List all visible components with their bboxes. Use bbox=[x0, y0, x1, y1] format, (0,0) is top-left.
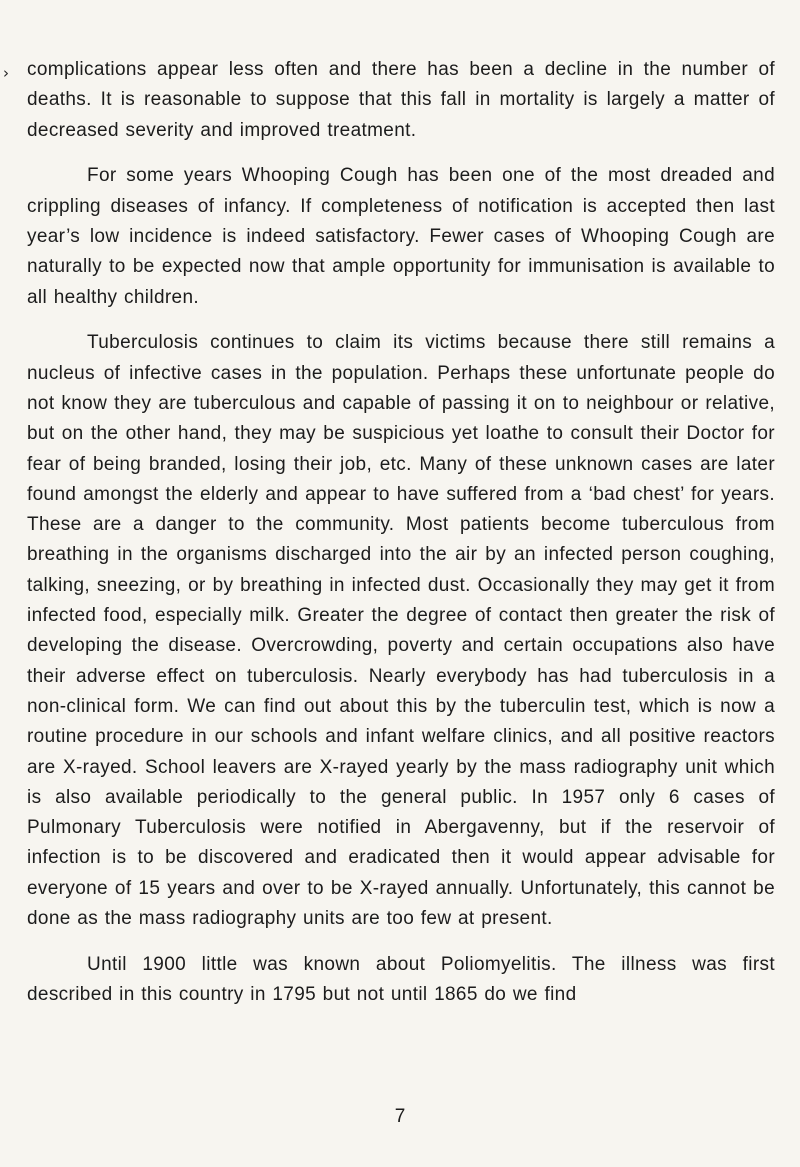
body-text bbox=[27, 55, 775, 1010]
paragraph-tuberculosis: Tuberculosis continues to claim its victims because there still remains a nucleus of infective cases in the population. Perhaps these unfortunate people do not know they are tuberculous and capable of passing it on to neighbour or relative, but on the other hand, they may be suspicious yet loathe to consult their Doctor for fear of being branded, losing their job, etc. Many of these unknown cases are later found amongst the elderly and appear to have suffered from a ‘bad chest’ for years. These are a danger to the community. Most patients become tuberculous from breathing in the organisms discharged into the air by an infected person coughing, talking, sneezing, or by breathing in infected dust. Occasionally they may get it from infected food, especially milk. Greater the degree of contact then greater the risk of developing the disease. Overcrowding, poverty and certain occupations also have their adverse effect on tuberculosis. Nearly everybody has had tuberculosis in a non-clinical form. We can find out about this by the tuberculin test, which is now a routine procedure in our schools and infant welfare clinics, and all positive reactors are X-rayed. School leavers are X-rayed yearly by the mass radiography unit which is also available periodically to the general public. In 1957 only 6 cases of Pulmonary Tuberculosis were notified in Abergavenny, but if the reservoir of infection is to be discovered and eradicated then it would appear advisable for everyone of 15 years and over to be X-rayed annually. Unfortunately, this cannot be done as the mass radiography units are too few at present. bbox=[27, 332, 775, 930]
paragraph-poliomyelitis: Until 1900 little was known about Poliomyelitis. The illness was first described in this country in 1795 but not until 1865 do we find bbox=[27, 953, 775, 1006]
page-number: 7 bbox=[394, 1106, 406, 1127]
margin-arrow-mark: › bbox=[3, 64, 9, 82]
paragraph-whooping-cough: For some years Whooping Cough has been one of the most dreaded and crippling diseases of infancy. If completeness of notification is accepted then last year’s low incidence is indeed satisfactory. Fewer cases of Whooping Cough are naturally to be expected now that ample opportunity for immunisation is available to all healthy children. bbox=[27, 165, 775, 308]
paragraph-mortality: complications appear less often and there has been a decline in the number of deaths. It is reasonable to suppose that this fall in mortality is largely a matter of decreased severity and improved treatment. bbox=[27, 59, 775, 141]
